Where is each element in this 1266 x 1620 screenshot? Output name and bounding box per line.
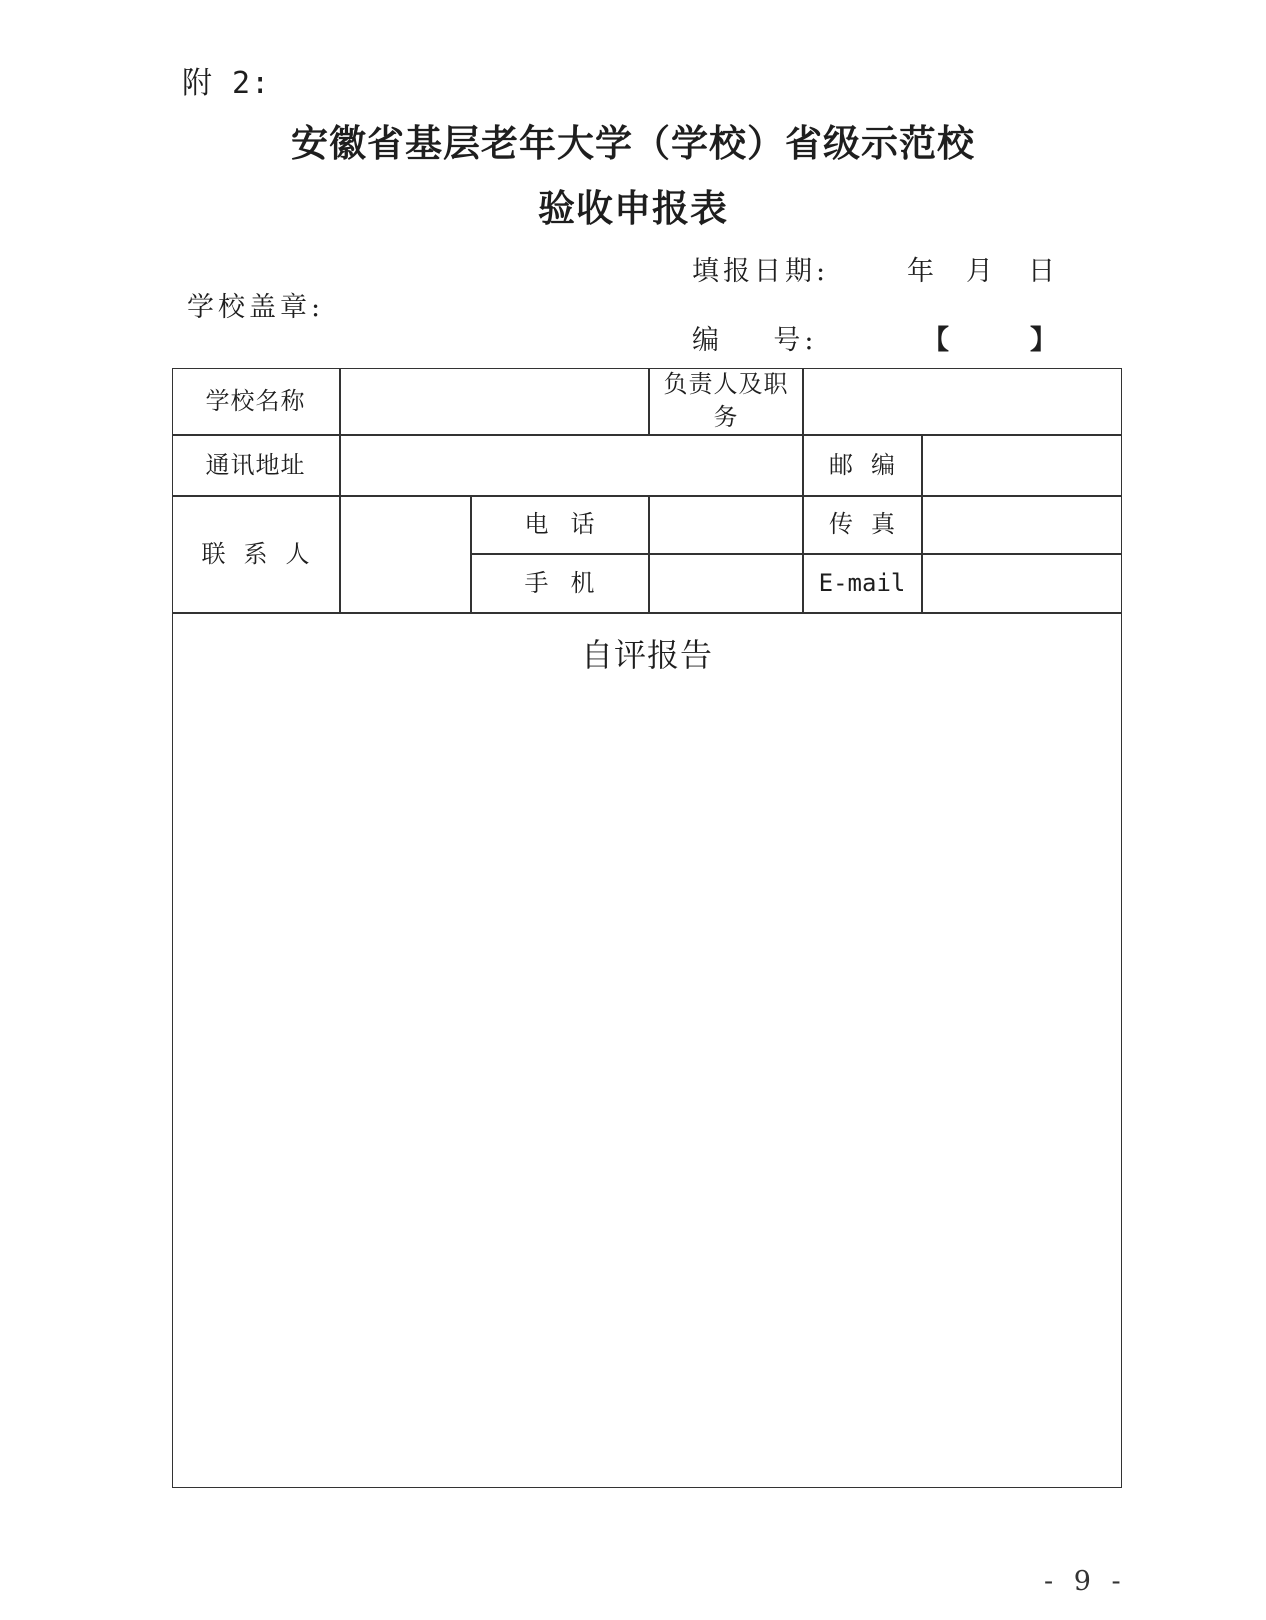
- school-name-field[interactable]: [340, 368, 648, 434]
- address-label: 通讯地址: [205, 450, 306, 479]
- phone-field[interactable]: [649, 496, 802, 553]
- principal-label: 负责人及职务: [663, 370, 789, 431]
- fill-date-label: 填报日期:: [692, 256, 830, 287]
- self-evaluation-report-content[interactable]: [176, 690, 1118, 1480]
- email-label: E-mail: [818, 568, 906, 597]
- serial-number-label: 编 号:: [692, 325, 818, 356]
- phone-label: 电话: [524, 510, 617, 538]
- principal-field[interactable]: [804, 368, 1122, 434]
- month-label: 月: [966, 256, 997, 287]
- email-field[interactable]: [922, 554, 1122, 612]
- attachment-label: 附 2:: [182, 66, 271, 101]
- fax-label: 传真: [829, 510, 913, 538]
- document-subtitle: 验收申报表: [538, 187, 728, 230]
- contact-person-field[interactable]: [340, 496, 470, 612]
- serial-bracket-close: 】: [1030, 325, 1061, 356]
- mobile-field[interactable]: [649, 554, 802, 612]
- mobile-label: 手机: [524, 568, 617, 597]
- school-name-label: 学校名称: [205, 386, 306, 415]
- self-evaluation-report-title: 自评报告: [580, 636, 713, 674]
- fax-field[interactable]: [922, 496, 1122, 553]
- day-label: 日: [1028, 256, 1059, 287]
- contact-person-label: 联系人: [201, 539, 328, 568]
- year-label: 年: [907, 256, 938, 287]
- postcode-label: 邮编: [829, 450, 913, 479]
- page-number: - 9 -: [1044, 1566, 1127, 1597]
- serial-bracket-open: 【: [922, 325, 953, 356]
- address-field[interactable]: [340, 435, 802, 495]
- postcode-field[interactable]: [922, 435, 1122, 495]
- document-title: 安徽省基层老年大学（学校）省级示范校: [291, 122, 975, 165]
- row-divider: [172, 612, 1122, 614]
- school-seal-label: 学校盖章:: [187, 292, 325, 323]
